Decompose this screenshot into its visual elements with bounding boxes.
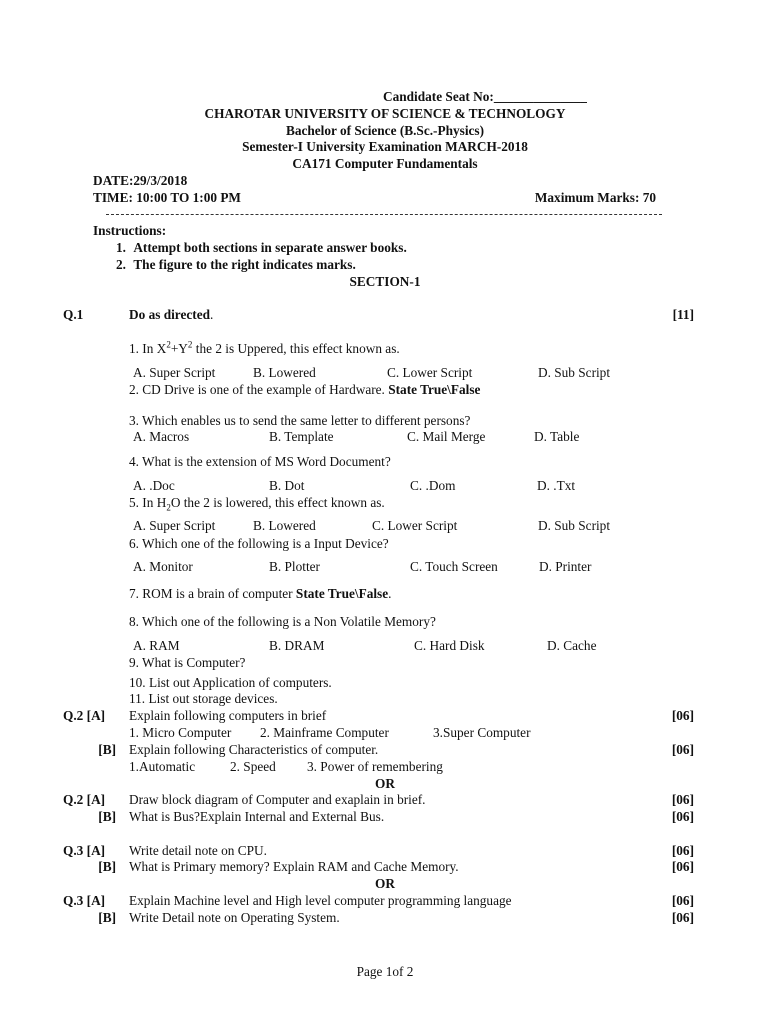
q2a-marks: [06] — [671, 708, 694, 723]
q1-item-2-text: 2. CD Drive is one of the example of Hardware. — [129, 382, 389, 397]
q2-alt-b-label: [B] — [98, 809, 116, 824]
q1-marks: [11] — [672, 307, 694, 322]
option-c: C. Lower Script — [372, 518, 458, 533]
seat-label-text: Candidate Seat No: — [383, 89, 494, 104]
q1-title — [129, 307, 213, 323]
q2a-label: Q.2 [A] — [63, 708, 106, 723]
candidate-seat-label — [383, 89, 587, 105]
q2a-option-1: 1. Micro Computer — [129, 725, 232, 740]
exam-date: DATE:29/3/2018 — [93, 173, 188, 188]
option-c: C. .Dom — [410, 478, 456, 493]
q1-item-5-post: O the 2 is lowered, this effect known as. — [170, 495, 385, 510]
q1-title-period: . — [210, 307, 214, 322]
option-d: D. Sub Script — [538, 365, 611, 380]
q2b-option-2: 2. Speed — [230, 759, 276, 774]
option-c: C. Hard Disk — [414, 638, 485, 653]
q2-alt-a-marks: [06] — [671, 792, 694, 807]
option-d: D. Sub Script — [538, 518, 611, 533]
q3-alt-b-marks: [06] — [671, 910, 694, 925]
exam-title: Semester-I University Examination MARCH-2018 — [242, 139, 528, 154]
university-name: CHAROTAR UNIVERSITY OF SCIENCE & TECHNOLOGY — [204, 106, 566, 121]
instruction-item — [116, 240, 407, 256]
option-d: D. Cache — [547, 638, 597, 653]
q2b-option-3: 3. Power of remembering — [307, 759, 443, 774]
q2-alt-a-label: Q.2 [A] — [63, 792, 106, 807]
q1-title-text: Do as directed — [129, 307, 211, 322]
q1-item-1-post: the 2 is Uppered, this effect known as. — [192, 341, 400, 356]
exam-time: TIME: 10:00 TO 1:00 PM — [93, 190, 241, 205]
option-a: A. RAM — [133, 638, 180, 653]
q1-item-7-text: 7. ROM is a brain of computer — [129, 586, 296, 601]
option-a: A. Super Script — [133, 518, 216, 533]
option-a: A. Monitor — [133, 559, 193, 574]
q3-alt-a-label: Q.3 [A] — [63, 893, 106, 908]
option-c: C. Touch Screen — [410, 559, 498, 574]
instructions-title: Instructions: — [93, 223, 167, 238]
q3-alt-b-label: [B] — [98, 910, 116, 925]
course-title: CA171 Computer Fundamentals — [292, 156, 478, 171]
q2-alt-b-text: What is Bus?Explain Internal and External Bus. — [129, 809, 385, 824]
q2a-option-2: 2. Mainframe Computer — [260, 725, 389, 740]
page-number: Page 1of 2 — [356, 964, 414, 979]
seat-blank: ______________ — [493, 89, 587, 104]
q2b-option-1: 1.Automatic — [129, 759, 196, 774]
q2-alt-b-marks: [06] — [671, 809, 694, 824]
q3-alt-a-marks: [06] — [671, 893, 694, 908]
option-d: D. Table — [534, 429, 580, 444]
q1-item-1-mid: +Y — [170, 341, 188, 356]
q1-label: Q.1 — [63, 307, 84, 322]
option-b: B. Dot — [269, 478, 305, 493]
instruction-num: 1. — [116, 240, 126, 255]
superscript: 2 — [166, 339, 171, 350]
instruction-item — [116, 257, 356, 273]
q2a-text: Explain following computers in brief — [129, 708, 327, 723]
q2-or: OR — [375, 776, 395, 791]
q2b-text: Explain following Characteristics of computer. — [129, 742, 379, 757]
degree-title: Bachelor of Science (B.Sc.-Physics) — [285, 123, 485, 138]
q1-item-1 — [129, 341, 400, 357]
section-title: SECTION-1 — [349, 274, 421, 289]
instruction-text: The figure to the right indicates marks. — [133, 257, 356, 272]
q1-item-5-pre: 5. In H — [129, 495, 167, 510]
q1-item-7 — [129, 586, 391, 602]
q1-item-2-bold: State True\False — [388, 382, 481, 397]
option-b: B. Plotter — [269, 559, 320, 574]
option-a: A. Macros — [133, 429, 190, 444]
q3b-text: What is Primary memory? Explain RAM and Cache Memory. — [129, 859, 459, 874]
q3a-marks: [06] — [671, 843, 694, 858]
q1-item-11: 11. List out storage devices. — [129, 691, 278, 706]
q1-item-10: 10. List out Application of computers. — [129, 675, 332, 690]
option-c: C. Lower Script — [387, 365, 473, 380]
max-marks: Maximum Marks: 70 — [534, 190, 656, 205]
option-a: A. .Doc — [133, 478, 175, 493]
option-d: D. .Txt — [537, 478, 576, 493]
q3-alt-b-text: Write Detail note on Operating System. — [129, 910, 340, 925]
q1-item-4: 4. What is the extension of MS Word Document? — [129, 454, 391, 469]
q3b-label: [B] — [98, 859, 116, 874]
header-divider — [106, 214, 662, 216]
q1-item-1-pre: 1. In X — [129, 341, 167, 356]
q2a-option-3: 3.Super Computer — [433, 725, 531, 740]
q1-item-5 — [129, 495, 385, 511]
option-c: C. Mail Merge — [407, 429, 486, 444]
q1-item-8: 8. Which one of the following is a Non Volatile Memory? — [129, 614, 436, 629]
option-b: B. Lowered — [253, 518, 316, 533]
q3a-label: Q.3 [A] — [63, 843, 106, 858]
q1-item-7-bold: State True\False — [295, 586, 389, 601]
q3a-text: Write detail note on CPU. — [129, 843, 267, 858]
q3-or: OR — [375, 876, 395, 891]
q1-item-6: 6. Which one of the following is a Input Device? — [129, 536, 389, 551]
option-d: D. Printer — [539, 559, 592, 574]
q2b-marks: [06] — [671, 742, 694, 757]
instruction-num: 2. — [116, 257, 126, 272]
option-b: B. Template — [269, 429, 334, 444]
q3b-marks: [06] — [671, 859, 694, 874]
option-b: B. Lowered — [253, 365, 316, 380]
q2-alt-a-text: Draw block diagram of Computer and exaplain in brief. — [129, 792, 426, 807]
instruction-text: Attempt both sections in separate answer books. — [133, 240, 407, 255]
q3-alt-a-text: Explain Machine level and High level computer programming language — [129, 893, 512, 908]
q1-item-7-end: . — [388, 586, 392, 601]
superscript: 2 — [187, 339, 193, 350]
q1-item-3: 3. Which enables us to send the same letter to different persons? — [129, 413, 471, 428]
q1-item-9: 9. What is Computer? — [129, 655, 246, 670]
q1-item-2 — [129, 382, 480, 398]
option-b: B. DRAM — [269, 638, 325, 653]
option-a: A. Super Script — [133, 365, 216, 380]
q2b-label: [B] — [98, 742, 116, 757]
subscript: 2 — [166, 502, 171, 513]
